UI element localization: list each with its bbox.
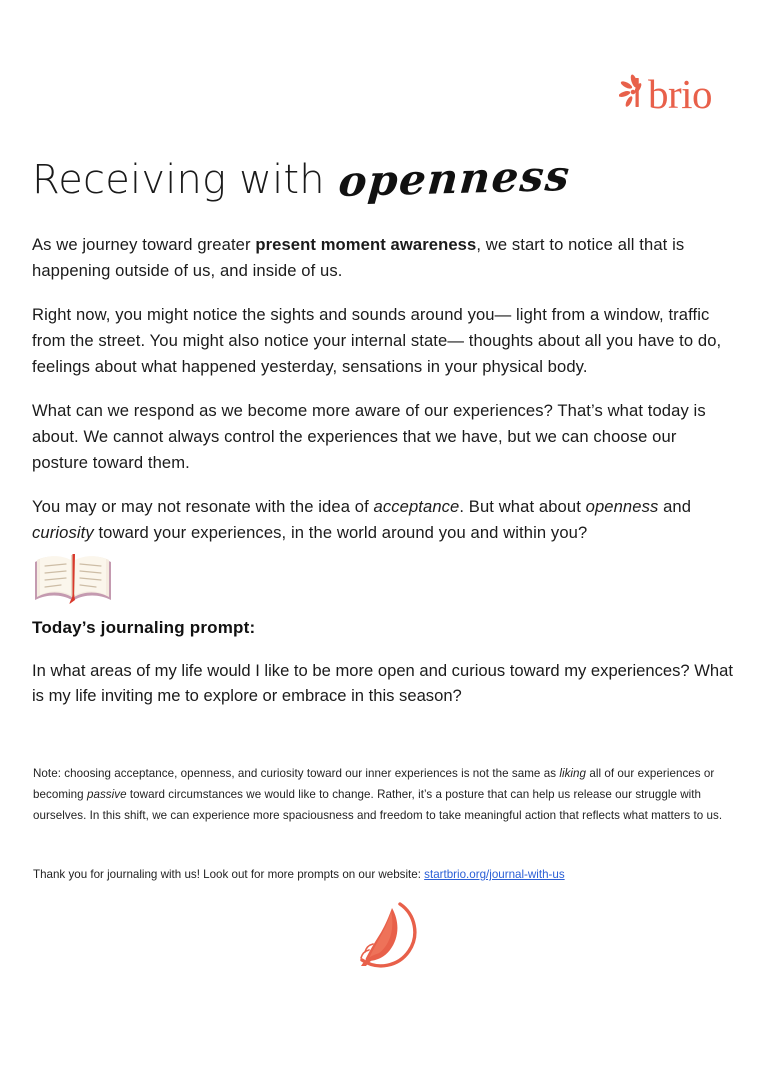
prompt-heading: Today’s journaling prompt: <box>32 618 256 637</box>
brand-logo <box>619 70 712 117</box>
journal-with-us-link[interactable]: startbrio.org/journal-with-us <box>424 868 565 881</box>
paragraph: As we journey toward greater present moment awareness, we start to notice all that is happening outside of us, and inside of us. <box>32 235 685 280</box>
paragraph: What can we respond as we become more aware of our experiences? That’s what today is about. We cannot always control the experiences that we have, but we can choose our posture toward them. <box>32 401 706 472</box>
paragraph: You may or may not resonate with the idea of acceptance. But what about openness and curiosity toward your experiences, in the world around you and within you? <box>32 497 692 542</box>
brio-starburst-icon <box>619 74 649 110</box>
page-title-script: openness <box>336 150 573 207</box>
open-book-icon <box>31 550 115 606</box>
paragraph: Right now, you might notice the sights and sounds around you— light from a window, traffic from the street. You might also notice your internal state— thoughts about all you have to do, feelings about what happened yesterday, sensations in your physical body. <box>32 305 722 376</box>
feather-quill-circle-icon <box>342 898 424 972</box>
prompt-text: In what areas of my life would I like to be more open and curious toward my experiences? What is my life inviting me to explore or embrace in this season? <box>32 661 733 705</box>
page-title <box>32 150 732 207</box>
brand-wordmark: brio <box>647 70 712 117</box>
body-copy <box>32 232 732 564</box>
thanks-text: Thank you for journaling with us! Look out for more prompts on our website: <box>33 868 425 881</box>
thanks-line <box>33 866 733 884</box>
footnote: Note: choosing acceptance, openness, and curiosity toward our inner experiences is not the same as liking all of our experiences or becoming passive toward circumstances we would like to change. Rather, it’s a posture that can help us release our struggle with ourselves. In this shift, we can experience more spaciousness and freedom to take meaningful action that reflects what matters to us. <box>33 767 723 822</box>
page-title-plain: Receiving with <box>32 157 325 203</box>
